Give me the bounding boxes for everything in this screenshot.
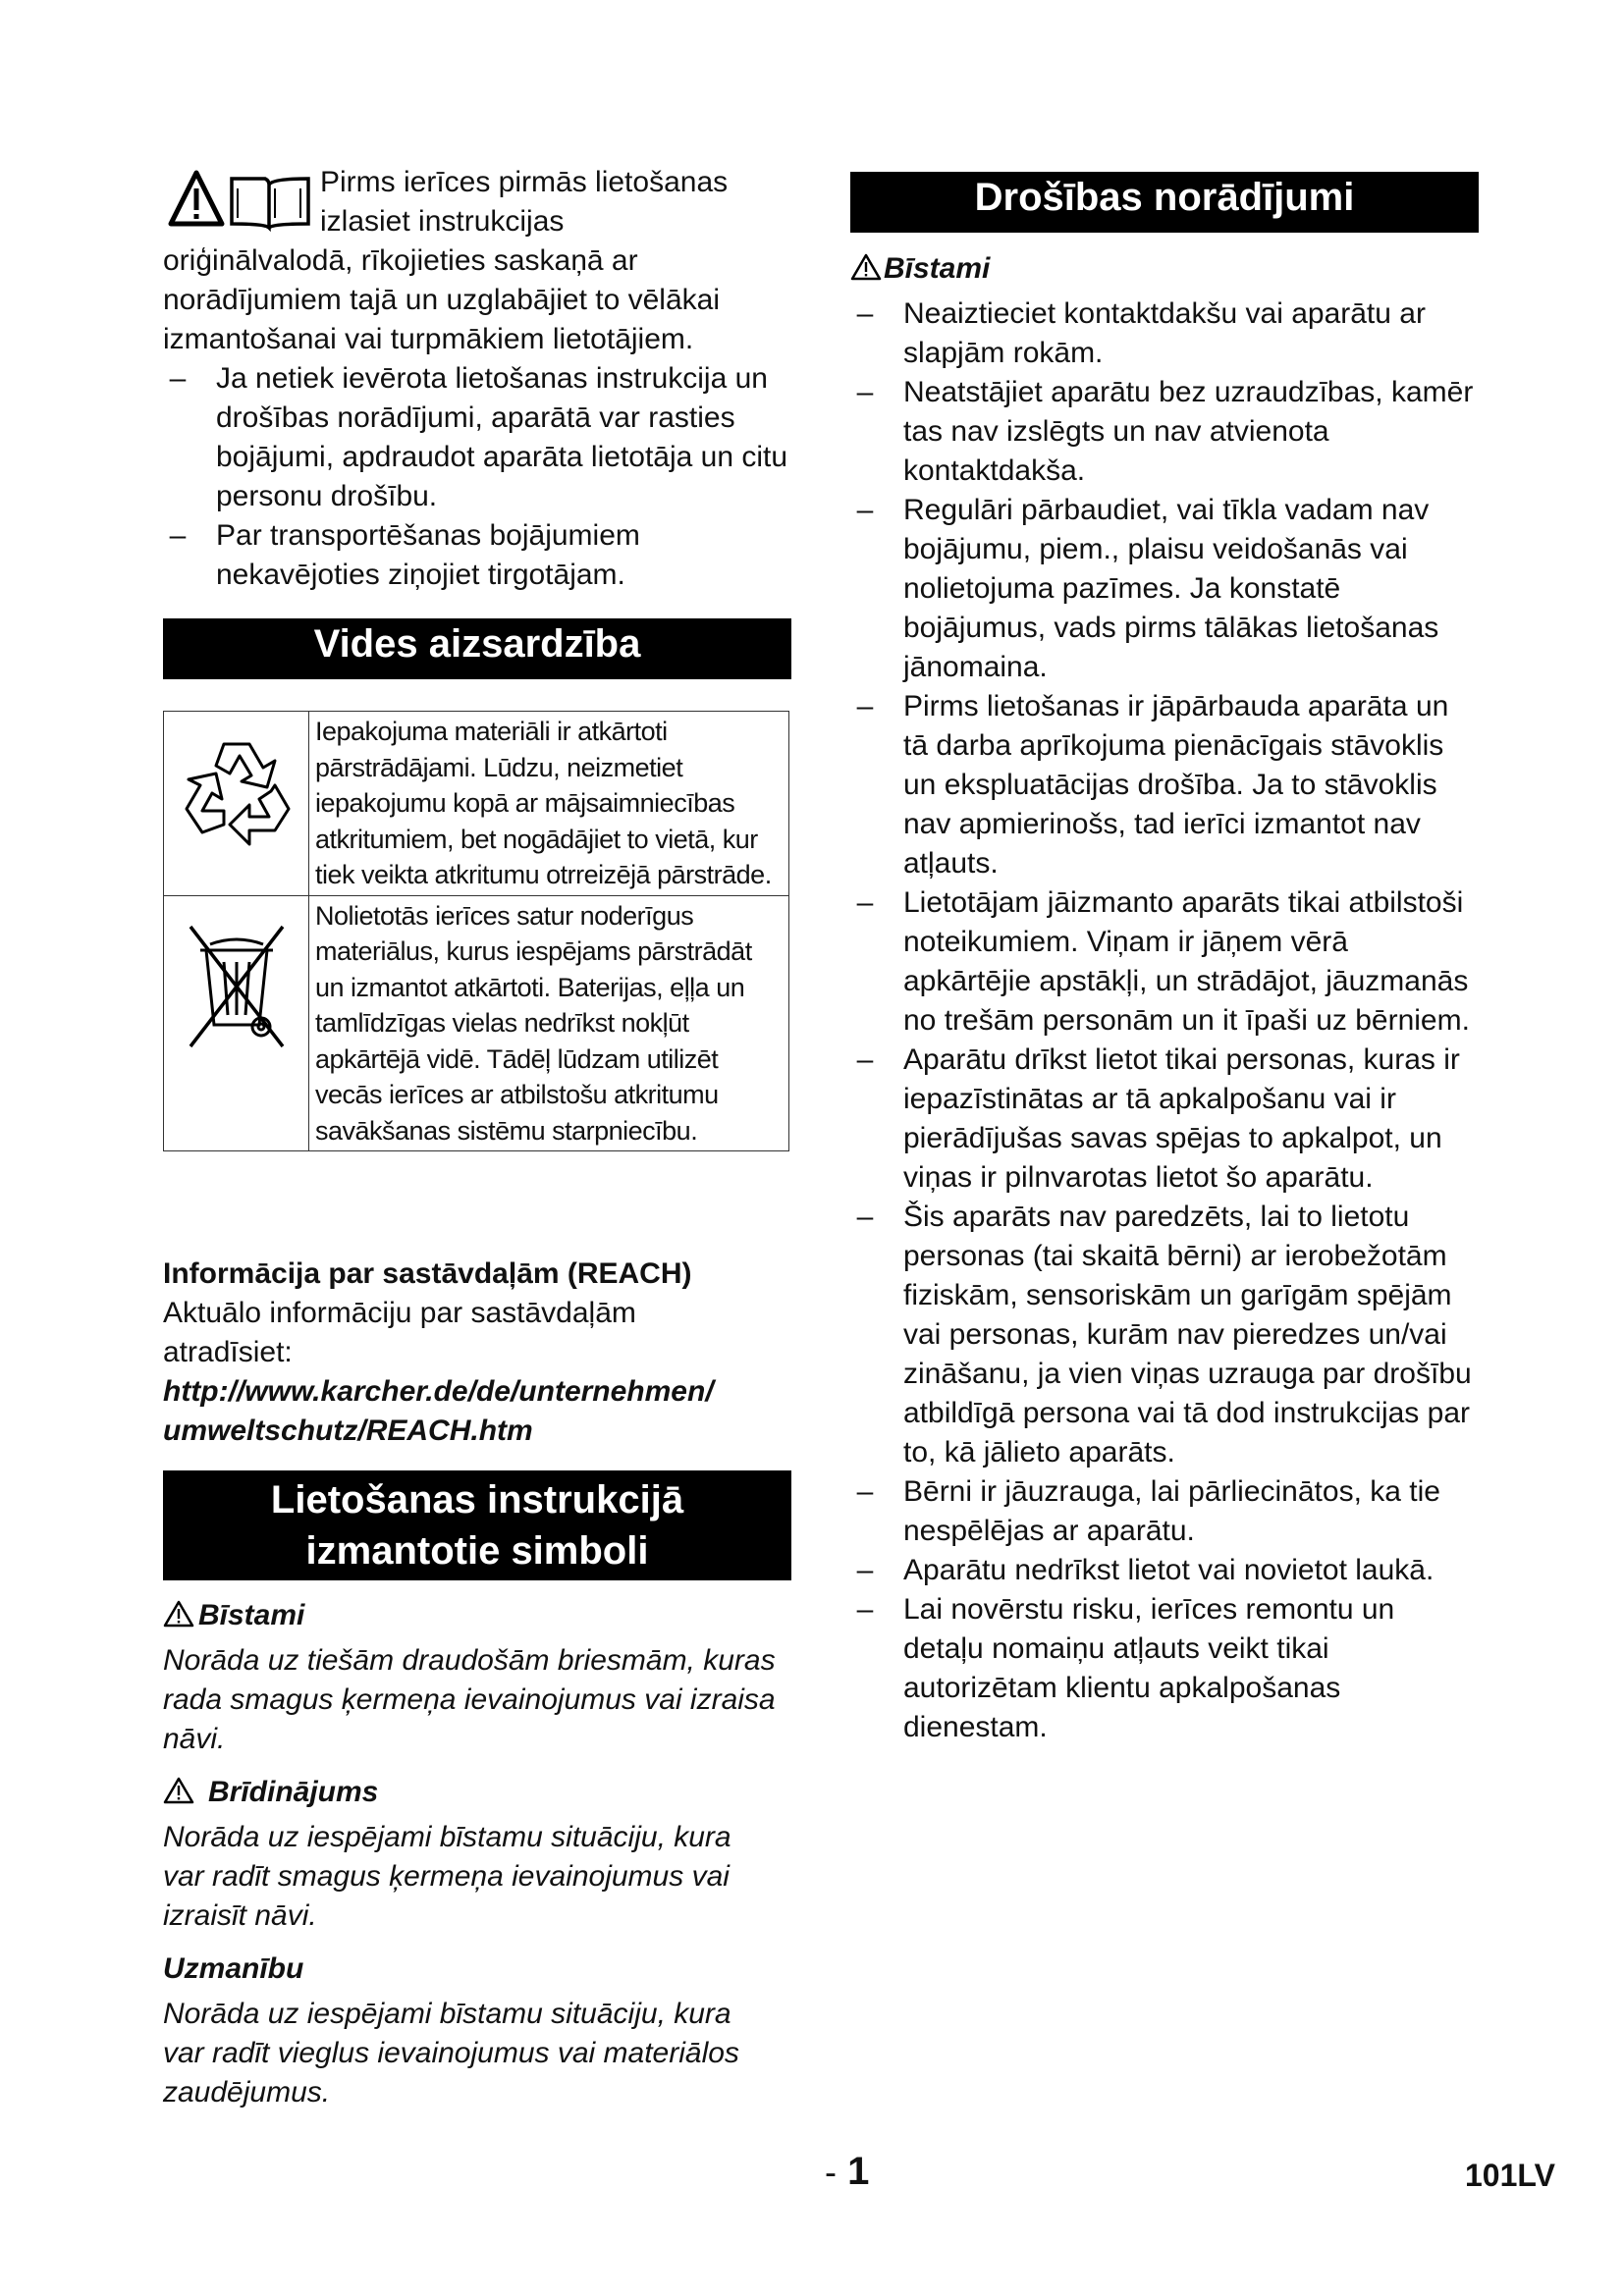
list-item — [163, 359, 791, 516]
dash: – — [856, 690, 874, 722]
crossed-bin-icon — [183, 917, 291, 1054]
list-item — [850, 1198, 1479, 1472]
list-item — [850, 294, 1479, 373]
page-number-value: 1 — [847, 2150, 870, 2193]
dash: – — [856, 297, 874, 330]
dash: – — [856, 1593, 874, 1626]
list-item — [850, 1590, 1479, 1747]
list-item-text: Par transportēšanas bojājumiem nekavējoties ziņojiet tirgotājam. — [216, 519, 640, 591]
symbol-caution — [163, 1949, 791, 2112]
list-item-text: Šis aparāts nav paredzēts, lai to lietotu personas (tai skaitā bērni) ar ierobežotām fiziskām, sensoriskām un garīgām spējām vai personas, kurām nav pieredzes un/vai zināšanu, ja vien viņas uzrauga par drošību atbildīgā persona vai tā dod instrukcijas par to, kā jālieto aparāts. — [903, 1201, 1472, 1468]
reach-section — [163, 1255, 791, 1451]
symbol-label: Uzmanību — [163, 1952, 304, 1985]
list-item — [163, 516, 791, 595]
dash: – — [856, 886, 874, 919]
dash: – — [856, 1043, 874, 1076]
table-cell-text: Iepakojuma materiāli ir atkārtoti pārstrādājami. Lūdzu, neizmetiet iepakojumu kopā ar mājsaimniecības atkritumiem, bet nogādājiet to vietā, kur tiek veikta atkritumu otrreizējā pārstrāde. — [309, 712, 789, 896]
list-item — [850, 1472, 1479, 1551]
list-item — [850, 373, 1479, 491]
warning-book-icon — [167, 169, 314, 232]
safety-label-row — [850, 249, 1479, 289]
intro-line: Pirms ierīces pirmās lietošanas — [320, 166, 729, 198]
list-item-text: Lietotājam jāizmanto aparāts tikai atbilstoši noteikumiem. Viņam ir jāņem vērā apkārtējie apstākļi, un strādājot, jāuzmanās no trešām personām un it īpaši uz bērniem. — [903, 886, 1470, 1037]
reach-heading: Informācija par sastāvdaļām (REACH) — [163, 1257, 692, 1290]
page-code: 101LV — [1465, 2158, 1555, 2193]
reach-url-line: http://www.karcher.de/de/unternehmen/ — [163, 1375, 714, 1408]
symbol-label: Brīdinājums — [208, 1776, 379, 1808]
list-item-text: Pirms lietošanas ir jāpārbauda aparāta un tā darba aprīkojuma pienācīgais stāvoklis un ekspluatācijas drošība. Ja to stāvoklis nav apmierinošs, tad ierīci izmantot nav atļauts. — [903, 690, 1449, 880]
symbol-description: Norāda uz tiešām draudošām briesmām, kuras rada smagus ķermeņa ievainojumus vai izraisa nāvi. — [163, 1644, 776, 1755]
reach-text: Aktuālo informāciju par sastāvdaļām atradīsiet: — [163, 1297, 636, 1368]
intro-line: izmantošanai vai turpmākiem lietotājiem. — [163, 323, 694, 355]
intro-section — [163, 163, 791, 595]
table-cell-text: Nolietotās ierīces satur noderīgus materiālus, kurus iespējams pārstrādāt un izmantot atkārtoti. Baterijas, eļļa un tamlīdzīgas vielas nedrīkst nokļūt apkārtējā vidē. Tādēļ lūdzam utilizēt vecās ierīces ar atbilstošu atkritumu savākšanas sistēmu starpniecību. — [309, 895, 789, 1151]
warning-triangle-icon — [163, 1600, 194, 1628]
warning-triangle-icon — [163, 1777, 194, 1804]
recycle-icon — [173, 730, 300, 858]
symbol-label: Bīstami — [198, 1599, 305, 1631]
section-title-environment: Vides aizsardzība — [163, 618, 791, 679]
intro-line: izlasiet instrukcijas — [320, 205, 565, 238]
symbol-danger — [163, 1596, 791, 1759]
list-item — [850, 687, 1479, 883]
list-item-text: Neatstājiet aparātu bez uzraudzības, kamēr tas nav izslēgts un nav atvienota kontaktdakša. — [903, 376, 1474, 487]
list-item-text: Neaiztieciet kontaktdakšu vai aparātu ar slapjām rokām. — [903, 297, 1426, 369]
list-item-text: Regulāri pārbaudiet, vai tīkla vadam nav bojājumu, piem., plaisu veidošanās vai nolietojuma pazīmes. Ja konstatē bojājumus, vads pirms tālākas lietošanas jānomaina. — [903, 494, 1439, 683]
symbol-label-row — [163, 1773, 791, 1812]
safety-label: Bīstami — [884, 252, 991, 285]
intro-line: oriģinālvalodā, rīkojieties saskaņā ar — [163, 244, 638, 277]
section-title-line: izmantotie simboli — [305, 1529, 649, 1573]
dash: – — [169, 519, 187, 552]
dash: – — [856, 1554, 874, 1586]
list-item — [850, 491, 1479, 687]
list-item-text: Lai novērstu risku, ierīces remontu un detaļu nomaiņu atļauts veikt tikai autorizētam klientu apkalpošanas dienestam. — [903, 1593, 1395, 1743]
reach-url-line: umweltschutz/REACH.htm — [163, 1415, 533, 1447]
table-row — [164, 712, 789, 896]
symbol-warning — [163, 1773, 791, 1936]
table-row — [164, 895, 789, 1151]
dash: – — [856, 376, 874, 408]
intro-bullets — [163, 359, 791, 595]
dash: – — [856, 1475, 874, 1508]
list-item — [850, 1551, 1479, 1590]
list-item-text: Bērni ir jāuzrauga, lai pārliecinātos, ka tie nespēlējas ar aparātu. — [903, 1475, 1440, 1547]
warning-triangle-icon — [850, 253, 882, 281]
list-item — [850, 883, 1479, 1041]
dash: – — [169, 362, 187, 395]
symbol-label-row — [163, 1596, 791, 1635]
table-cell-icon — [164, 895, 309, 1151]
list-item-text: Aparātu drīkst lietot tikai personas, kuras ir iepazīstinātas ar tā apkalpošanu vai ir pierādījušas savas spējas to apkalpot, un viņas ir pilnvarotas lietot šo aparātu. — [903, 1043, 1460, 1194]
environment-table — [163, 711, 789, 1151]
table-cell-icon — [164, 712, 309, 896]
safety-list — [850, 294, 1479, 1747]
list-item — [850, 1041, 1479, 1198]
symbol-description: Norāda uz iespējami bīstamu situāciju, kura var radīt vieglus ievainojumus vai materiālos zaudējumus. — [163, 1998, 739, 2109]
section-title-line: Lietošanas instrukcijā — [270, 1478, 684, 1522]
page-number-prefix: - — [825, 2152, 837, 2192]
page-number — [825, 2150, 869, 2194]
section-title-symbols — [163, 1470, 791, 1580]
list-item-text: Aparātu nedrīkst lietot vai novietot laukā. — [903, 1554, 1435, 1586]
dash: – — [856, 1201, 874, 1233]
intro-line: norādījumiem tajā un uzglabājiet to vēlākai — [163, 284, 720, 316]
list-item-text: Ja netiek ievērota lietošanas instrukcija un drošības norādījumi, aparātā var rasties bojājumi, apdraudot aparāta lietotāja un citu personu drošību. — [216, 362, 788, 512]
safety-section — [850, 249, 1479, 1747]
section-title-safety: Drošības norādījumi — [850, 172, 1479, 233]
symbol-description: Norāda uz iespējami bīstamu situāciju, kura var radīt smagus ķermeņa ievainojumus vai izraisīt nāvi. — [163, 1821, 731, 1932]
dash: – — [856, 494, 874, 526]
